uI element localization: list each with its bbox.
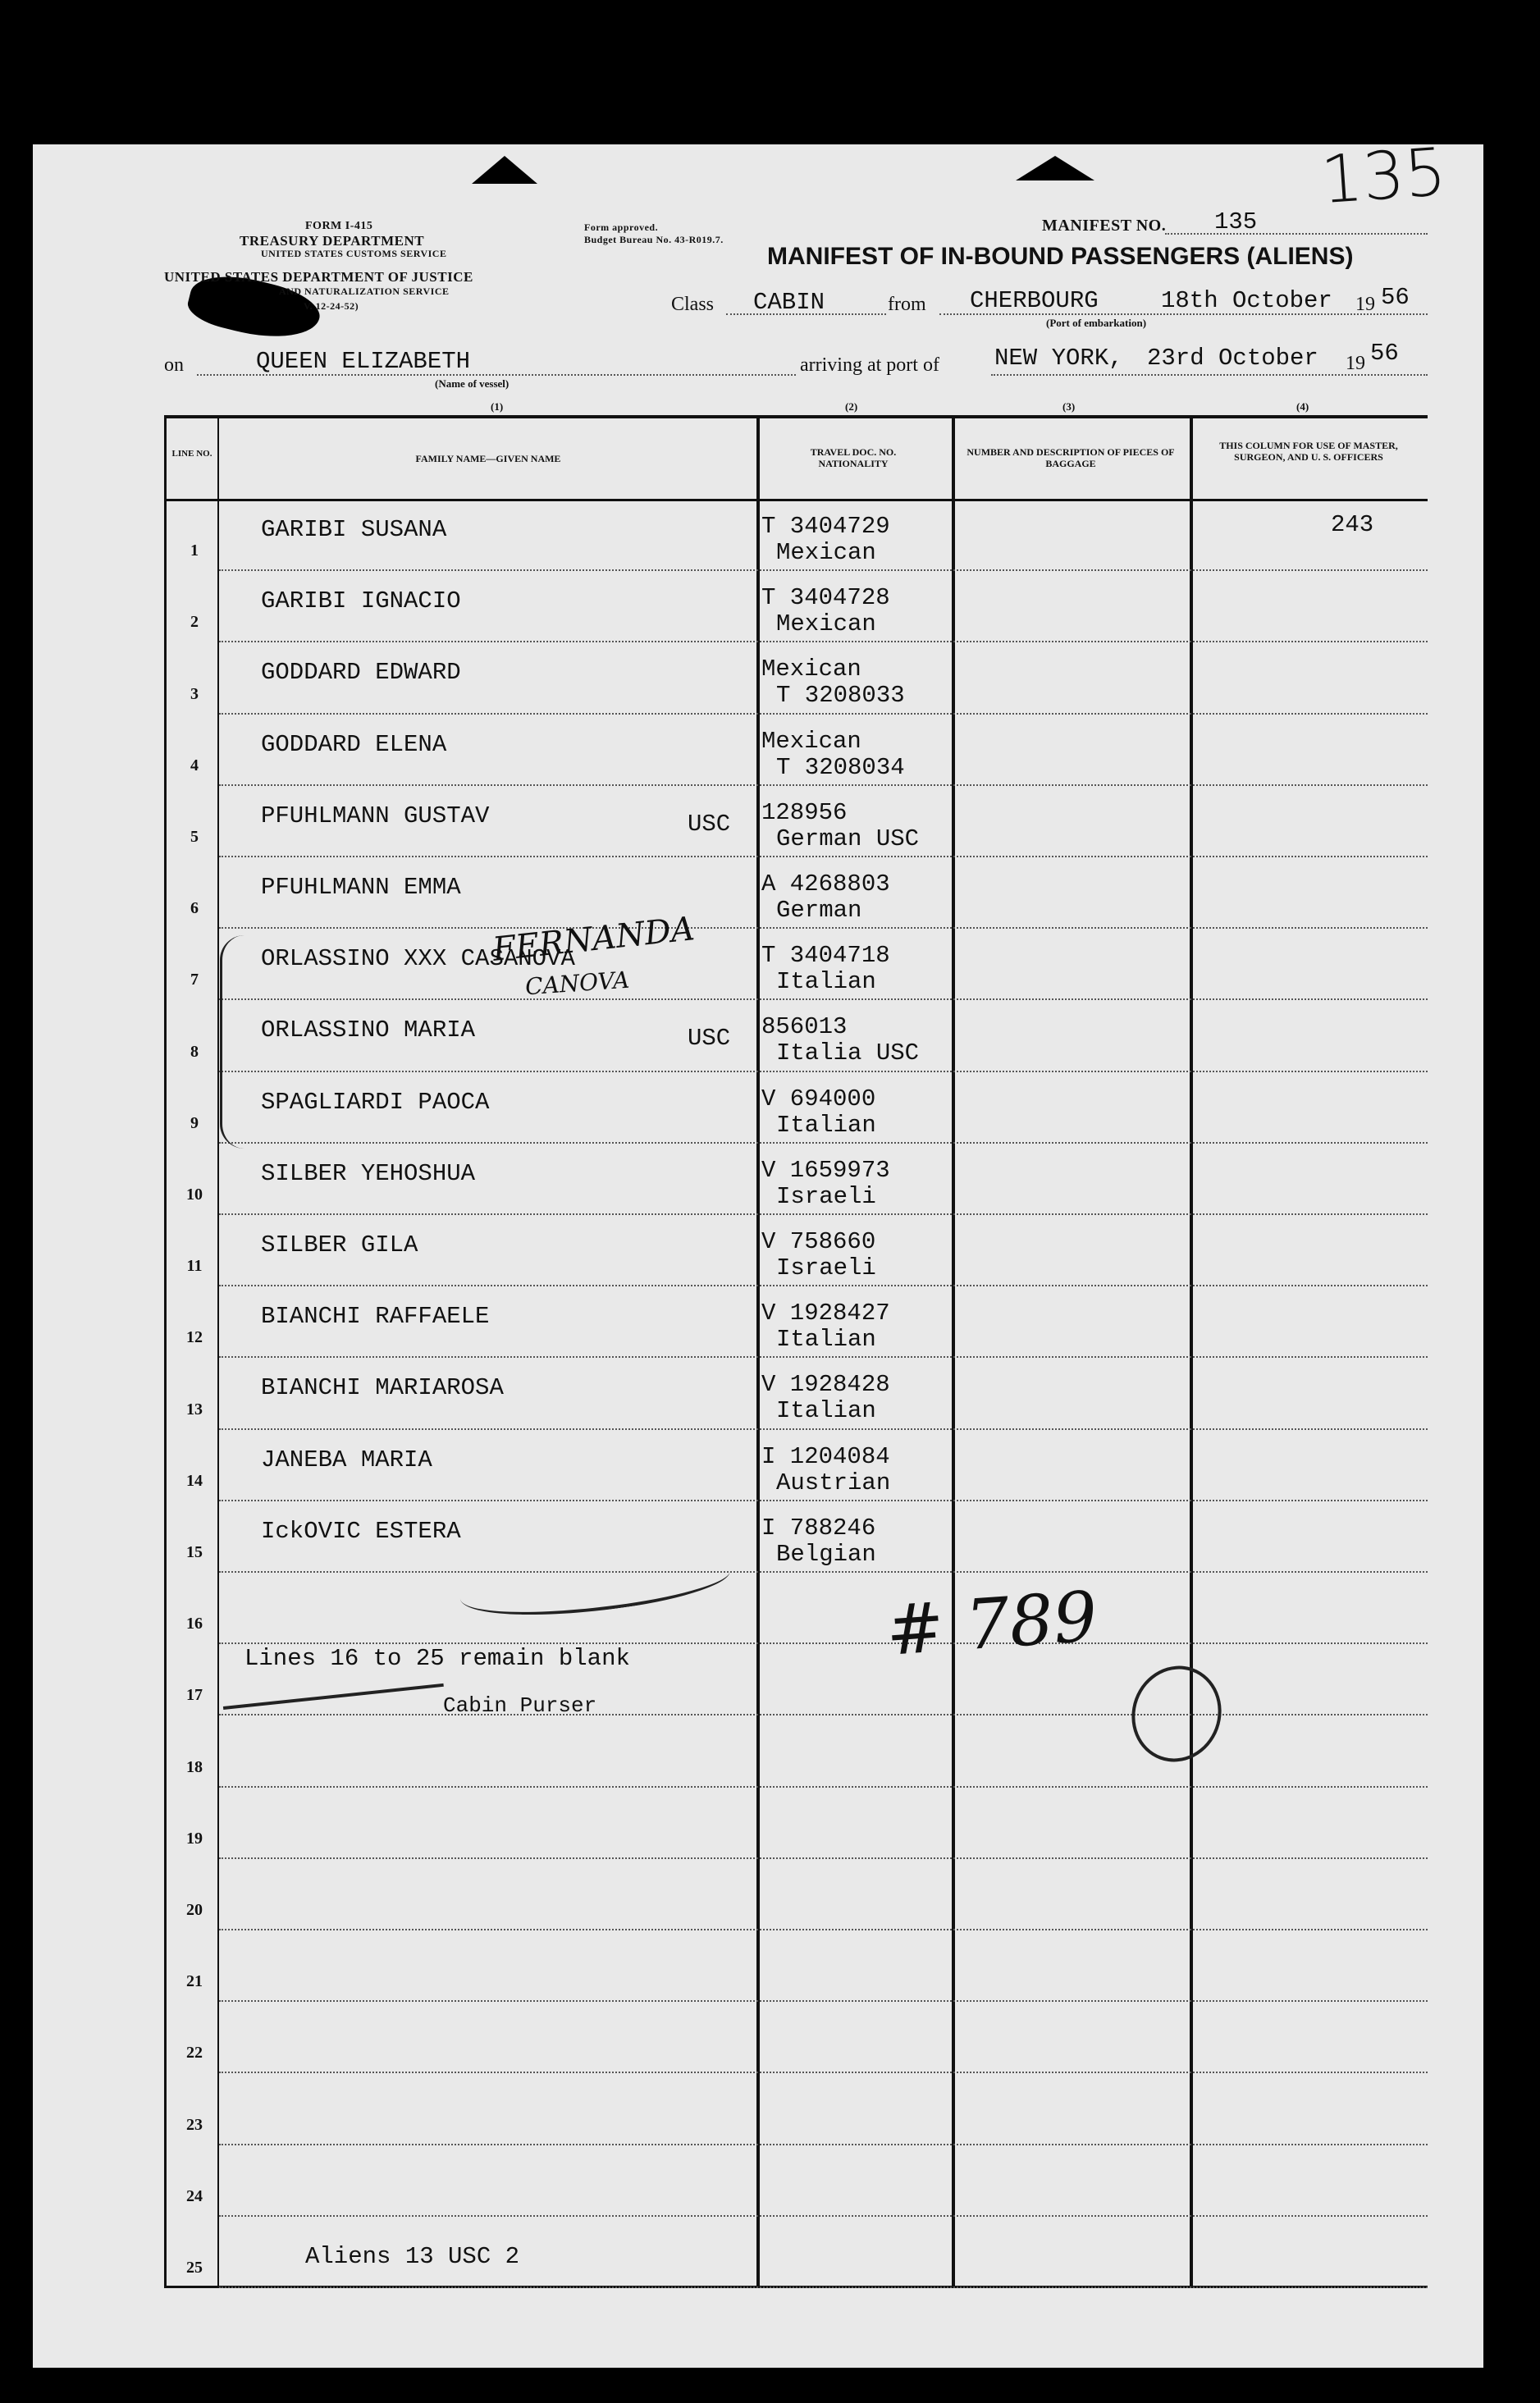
passenger-name: IckOVIC ESTERA bbox=[261, 1517, 461, 1545]
line-number: 23 bbox=[186, 2115, 203, 2134]
form-number: FORM I-415 bbox=[305, 220, 373, 232]
table-row bbox=[0, 1789, 1540, 1861]
table-row bbox=[0, 1217, 1540, 1288]
travel-doc-number: I 788246 bbox=[761, 1514, 876, 1542]
row-divider bbox=[219, 2000, 1428, 2002]
line-number: 20 bbox=[186, 1900, 203, 1919]
row-divider bbox=[219, 1356, 1428, 1358]
row-divider bbox=[219, 1285, 1428, 1286]
nationality: Italian bbox=[776, 1397, 876, 1425]
travel-doc-number: T 3404718 bbox=[761, 942, 890, 970]
row-divider bbox=[219, 856, 1428, 857]
travel-doc-number: V 1928427 bbox=[761, 1300, 890, 1327]
usc-mark: USC bbox=[688, 810, 731, 838]
table-row bbox=[0, 2075, 1540, 2146]
row-divider bbox=[219, 713, 1428, 715]
line-number: 14 bbox=[186, 1471, 203, 1490]
from-port: CHERBOURG bbox=[970, 287, 1099, 314]
family-bracket bbox=[220, 935, 245, 1149]
nationality: Austrian bbox=[776, 1469, 891, 1496]
travel-doc-number: T 3404728 bbox=[761, 584, 890, 612]
line-number: 13 bbox=[186, 1400, 203, 1419]
nationality: Israeli bbox=[776, 1182, 876, 1210]
row-divider bbox=[219, 1642, 1428, 1644]
line-number: 4 bbox=[190, 756, 199, 774]
arriving-label: arriving at port of bbox=[800, 354, 939, 376]
line-number: 18 bbox=[186, 1757, 203, 1776]
passenger-name: BIANCHI MARIAROSA bbox=[261, 1374, 504, 1402]
travel-doc-number: V 1659973 bbox=[761, 1156, 890, 1184]
row-divider bbox=[219, 1929, 1428, 1930]
line-number: 6 bbox=[190, 899, 199, 918]
line-number: 24 bbox=[186, 2186, 203, 2205]
row-divider bbox=[219, 1857, 1428, 1859]
line-number: 25 bbox=[186, 2258, 203, 2277]
header-officers: THIS COLUMN FOR USE OF MASTER, SURGEON, AND U. S. OFFICERS bbox=[1219, 440, 1398, 463]
passenger-name: GARIBI SUSANA bbox=[261, 516, 447, 543]
arriving-date: 23rd October bbox=[1147, 345, 1318, 372]
travel-doc-number: V 1928428 bbox=[761, 1371, 890, 1399]
passenger-name: BIANCHI RAFFAELE bbox=[261, 1303, 490, 1331]
line-number: 15 bbox=[186, 1542, 203, 1561]
manifest-no-value: 135 bbox=[1214, 208, 1258, 235]
row-divider bbox=[219, 1500, 1428, 1501]
row-divider bbox=[219, 784, 1428, 786]
nationality: Italian bbox=[776, 968, 876, 996]
nationality: German bbox=[776, 897, 862, 924]
arriving-port: NEW YORK, bbox=[994, 345, 1123, 372]
passenger-name: SILBER YEHOSHUA bbox=[261, 1159, 476, 1187]
table-row bbox=[0, 644, 1540, 715]
punch-mark-right bbox=[1016, 156, 1094, 180]
handwritten-number: # 789 bbox=[883, 1576, 1100, 1671]
passenger-name: ORLASSINO MARIA bbox=[261, 1016, 476, 1044]
travel-doc-number: T 3404729 bbox=[761, 513, 890, 540]
col2-number: (2) bbox=[845, 400, 858, 413]
travel-doc-number: V 758660 bbox=[761, 1228, 876, 1255]
table-row bbox=[0, 1503, 1540, 1574]
table-row bbox=[0, 2218, 1540, 2290]
line-number: 1 bbox=[190, 541, 199, 560]
line-number: 8 bbox=[190, 1042, 199, 1061]
col1-number: (1) bbox=[491, 400, 504, 413]
row-divider bbox=[219, 1213, 1428, 1215]
row-divider bbox=[219, 927, 1428, 929]
table-row bbox=[0, 859, 1540, 930]
blank-lines-note: Lines 16 to 25 remain blank bbox=[244, 1645, 630, 1672]
passenger-name: GARIBI IGNACIO bbox=[261, 587, 461, 615]
header-name: FAMILY NAME—GIVEN NAME bbox=[415, 453, 561, 464]
nationality: Italia USC bbox=[776, 1039, 920, 1067]
cabin-purser: Cabin Purser bbox=[443, 1693, 597, 1718]
handwritten-casanova: CANOVA bbox=[524, 966, 631, 1001]
manifest-no-label: MANIFEST NO. bbox=[1042, 217, 1167, 235]
table-row bbox=[0, 788, 1540, 859]
table-row bbox=[0, 716, 1540, 788]
passenger-name: GODDARD EDWARD bbox=[261, 659, 461, 687]
port-caption: (Port of embarkation) bbox=[1046, 317, 1147, 329]
travel-doc-number: I 1204084 bbox=[761, 1442, 890, 1470]
table-row bbox=[0, 2147, 1540, 2218]
row-divider bbox=[219, 1428, 1428, 1430]
col3-number: (3) bbox=[1062, 400, 1076, 413]
page-number: 135 bbox=[1318, 133, 1449, 219]
travel-doc-number: V 694000 bbox=[761, 1085, 876, 1112]
table-row bbox=[0, 1574, 1540, 1646]
vessel-caption: (Name of vessel) bbox=[435, 377, 510, 390]
line-number: 7 bbox=[190, 971, 199, 989]
nationality: T 3208034 bbox=[776, 753, 905, 781]
row-divider bbox=[219, 1071, 1428, 1072]
nationality: Italian bbox=[776, 1326, 876, 1354]
table-row bbox=[0, 1359, 1540, 1431]
line-number: 10 bbox=[186, 1185, 203, 1204]
arriving-year: 56 bbox=[1370, 340, 1399, 367]
row-divider bbox=[219, 1786, 1428, 1788]
col4-number: (4) bbox=[1296, 400, 1309, 413]
row-divider bbox=[219, 2072, 1428, 2073]
line-number: 19 bbox=[186, 1829, 203, 1848]
line-number: 12 bbox=[186, 1328, 203, 1347]
travel-doc-number: Mexican bbox=[761, 727, 861, 755]
line-number: 9 bbox=[190, 1113, 199, 1132]
travel-doc-number: 856013 bbox=[761, 1013, 848, 1041]
dept-justice: UNITED STATES DEPARTMENT OF JUSTICE bbox=[164, 269, 473, 285]
table-row bbox=[0, 1145, 1540, 1217]
table-row bbox=[0, 1432, 1540, 1503]
punch-mark-left bbox=[472, 156, 537, 184]
form-approved: Form approved. bbox=[584, 222, 659, 233]
row-divider bbox=[219, 569, 1428, 571]
row-divider bbox=[219, 2287, 1428, 2288]
line-number: 16 bbox=[186, 1615, 203, 1633]
passenger-name: GODDARD ELENA bbox=[261, 730, 447, 758]
table-row bbox=[0, 2003, 1540, 2075]
row-divider bbox=[219, 1571, 1428, 1573]
header-travel-doc: TRAVEL DOC. NO. NATIONALITY bbox=[810, 446, 897, 469]
row-divider bbox=[219, 1714, 1428, 1715]
passenger-name: ORLASSINO XXX CASANOVA bbox=[261, 945, 575, 973]
nationality: Israeli bbox=[776, 1254, 876, 1281]
table-row bbox=[0, 1932, 1540, 2003]
usc-mark: USC bbox=[688, 1025, 731, 1053]
budget-bureau: Budget Bureau No. 43-R019.7. bbox=[584, 234, 724, 245]
line-number: 17 bbox=[186, 1686, 203, 1705]
nationality: Mexican bbox=[776, 539, 876, 566]
row-divider bbox=[219, 2144, 1428, 2145]
from-label: from bbox=[888, 294, 926, 315]
passenger-name: PFUHLMANN EMMA bbox=[261, 874, 461, 901]
table-row bbox=[0, 573, 1540, 644]
class-value: CABIN bbox=[753, 289, 825, 316]
passenger-name: JANEBA MARIA bbox=[261, 1446, 432, 1473]
header-line-no: LINE NO. bbox=[171, 449, 212, 459]
line-number: 22 bbox=[186, 2044, 203, 2063]
officer-note: 243 bbox=[1331, 511, 1374, 538]
nationality: Belgian bbox=[776, 1540, 876, 1568]
nationality: German USC bbox=[776, 825, 920, 852]
line-number: 5 bbox=[190, 827, 199, 846]
row-divider bbox=[219, 641, 1428, 642]
dept-treasury-sub: UNITED STATES CUSTOMS SERVICE bbox=[261, 248, 447, 259]
nationality: T 3208033 bbox=[776, 682, 905, 710]
header-baggage: NUMBER AND DESCRIPTION OF PIECES OF BAGGAGE bbox=[966, 446, 1175, 469]
totals-note: Aliens 13 USC 2 bbox=[305, 2243, 520, 2270]
from-year-prefix: 19 bbox=[1355, 294, 1375, 315]
passenger-name: SILBER GILA bbox=[261, 1231, 418, 1259]
nationality: Italian bbox=[776, 1111, 876, 1139]
dept-justice-sub: AND NATURALIZATION SERVICE bbox=[279, 286, 450, 297]
line-number: 21 bbox=[186, 1972, 203, 1991]
line-number: 11 bbox=[186, 1257, 203, 1276]
from-date: 18th October bbox=[1161, 287, 1332, 314]
line-number: 3 bbox=[190, 684, 199, 703]
table-row bbox=[0, 1717, 1540, 1789]
arriving-year-prefix: 19 bbox=[1346, 353, 1365, 374]
row-divider bbox=[219, 2215, 1428, 2217]
row-divider bbox=[219, 1142, 1428, 1144]
table-row bbox=[0, 501, 1540, 573]
travel-doc-number: 128956 bbox=[761, 798, 848, 826]
manifest-title: MANIFEST OF IN-BOUND PASSENGERS (ALIENS) bbox=[767, 243, 1354, 270]
on-label: on bbox=[164, 354, 184, 376]
travel-doc-number: A 4268803 bbox=[761, 870, 890, 898]
nationality: Mexican bbox=[776, 610, 876, 638]
row-divider bbox=[219, 998, 1428, 1000]
travel-doc-number: Mexican bbox=[761, 656, 861, 683]
dept-justice-rev: V. 12-24-52) bbox=[304, 300, 359, 312]
line-number: 2 bbox=[190, 613, 199, 632]
vessel-name: QUEEN ELIZABETH bbox=[256, 348, 471, 375]
table-top-rule bbox=[164, 415, 1428, 418]
passenger-name: SPAGLIARDI PAOCA bbox=[261, 1088, 490, 1116]
manifest-no-line bbox=[1165, 233, 1428, 235]
class-label: Class bbox=[671, 294, 715, 315]
table-row bbox=[0, 1288, 1540, 1359]
handwritten-fernanda: FERNANDA bbox=[491, 910, 697, 969]
table-row bbox=[0, 1861, 1540, 1932]
passenger-name: PFUHLMANN GUSTAV bbox=[261, 802, 490, 829]
dept-treasury: TREASURY DEPARTMENT bbox=[240, 233, 425, 249]
from-year: 56 bbox=[1381, 284, 1410, 311]
